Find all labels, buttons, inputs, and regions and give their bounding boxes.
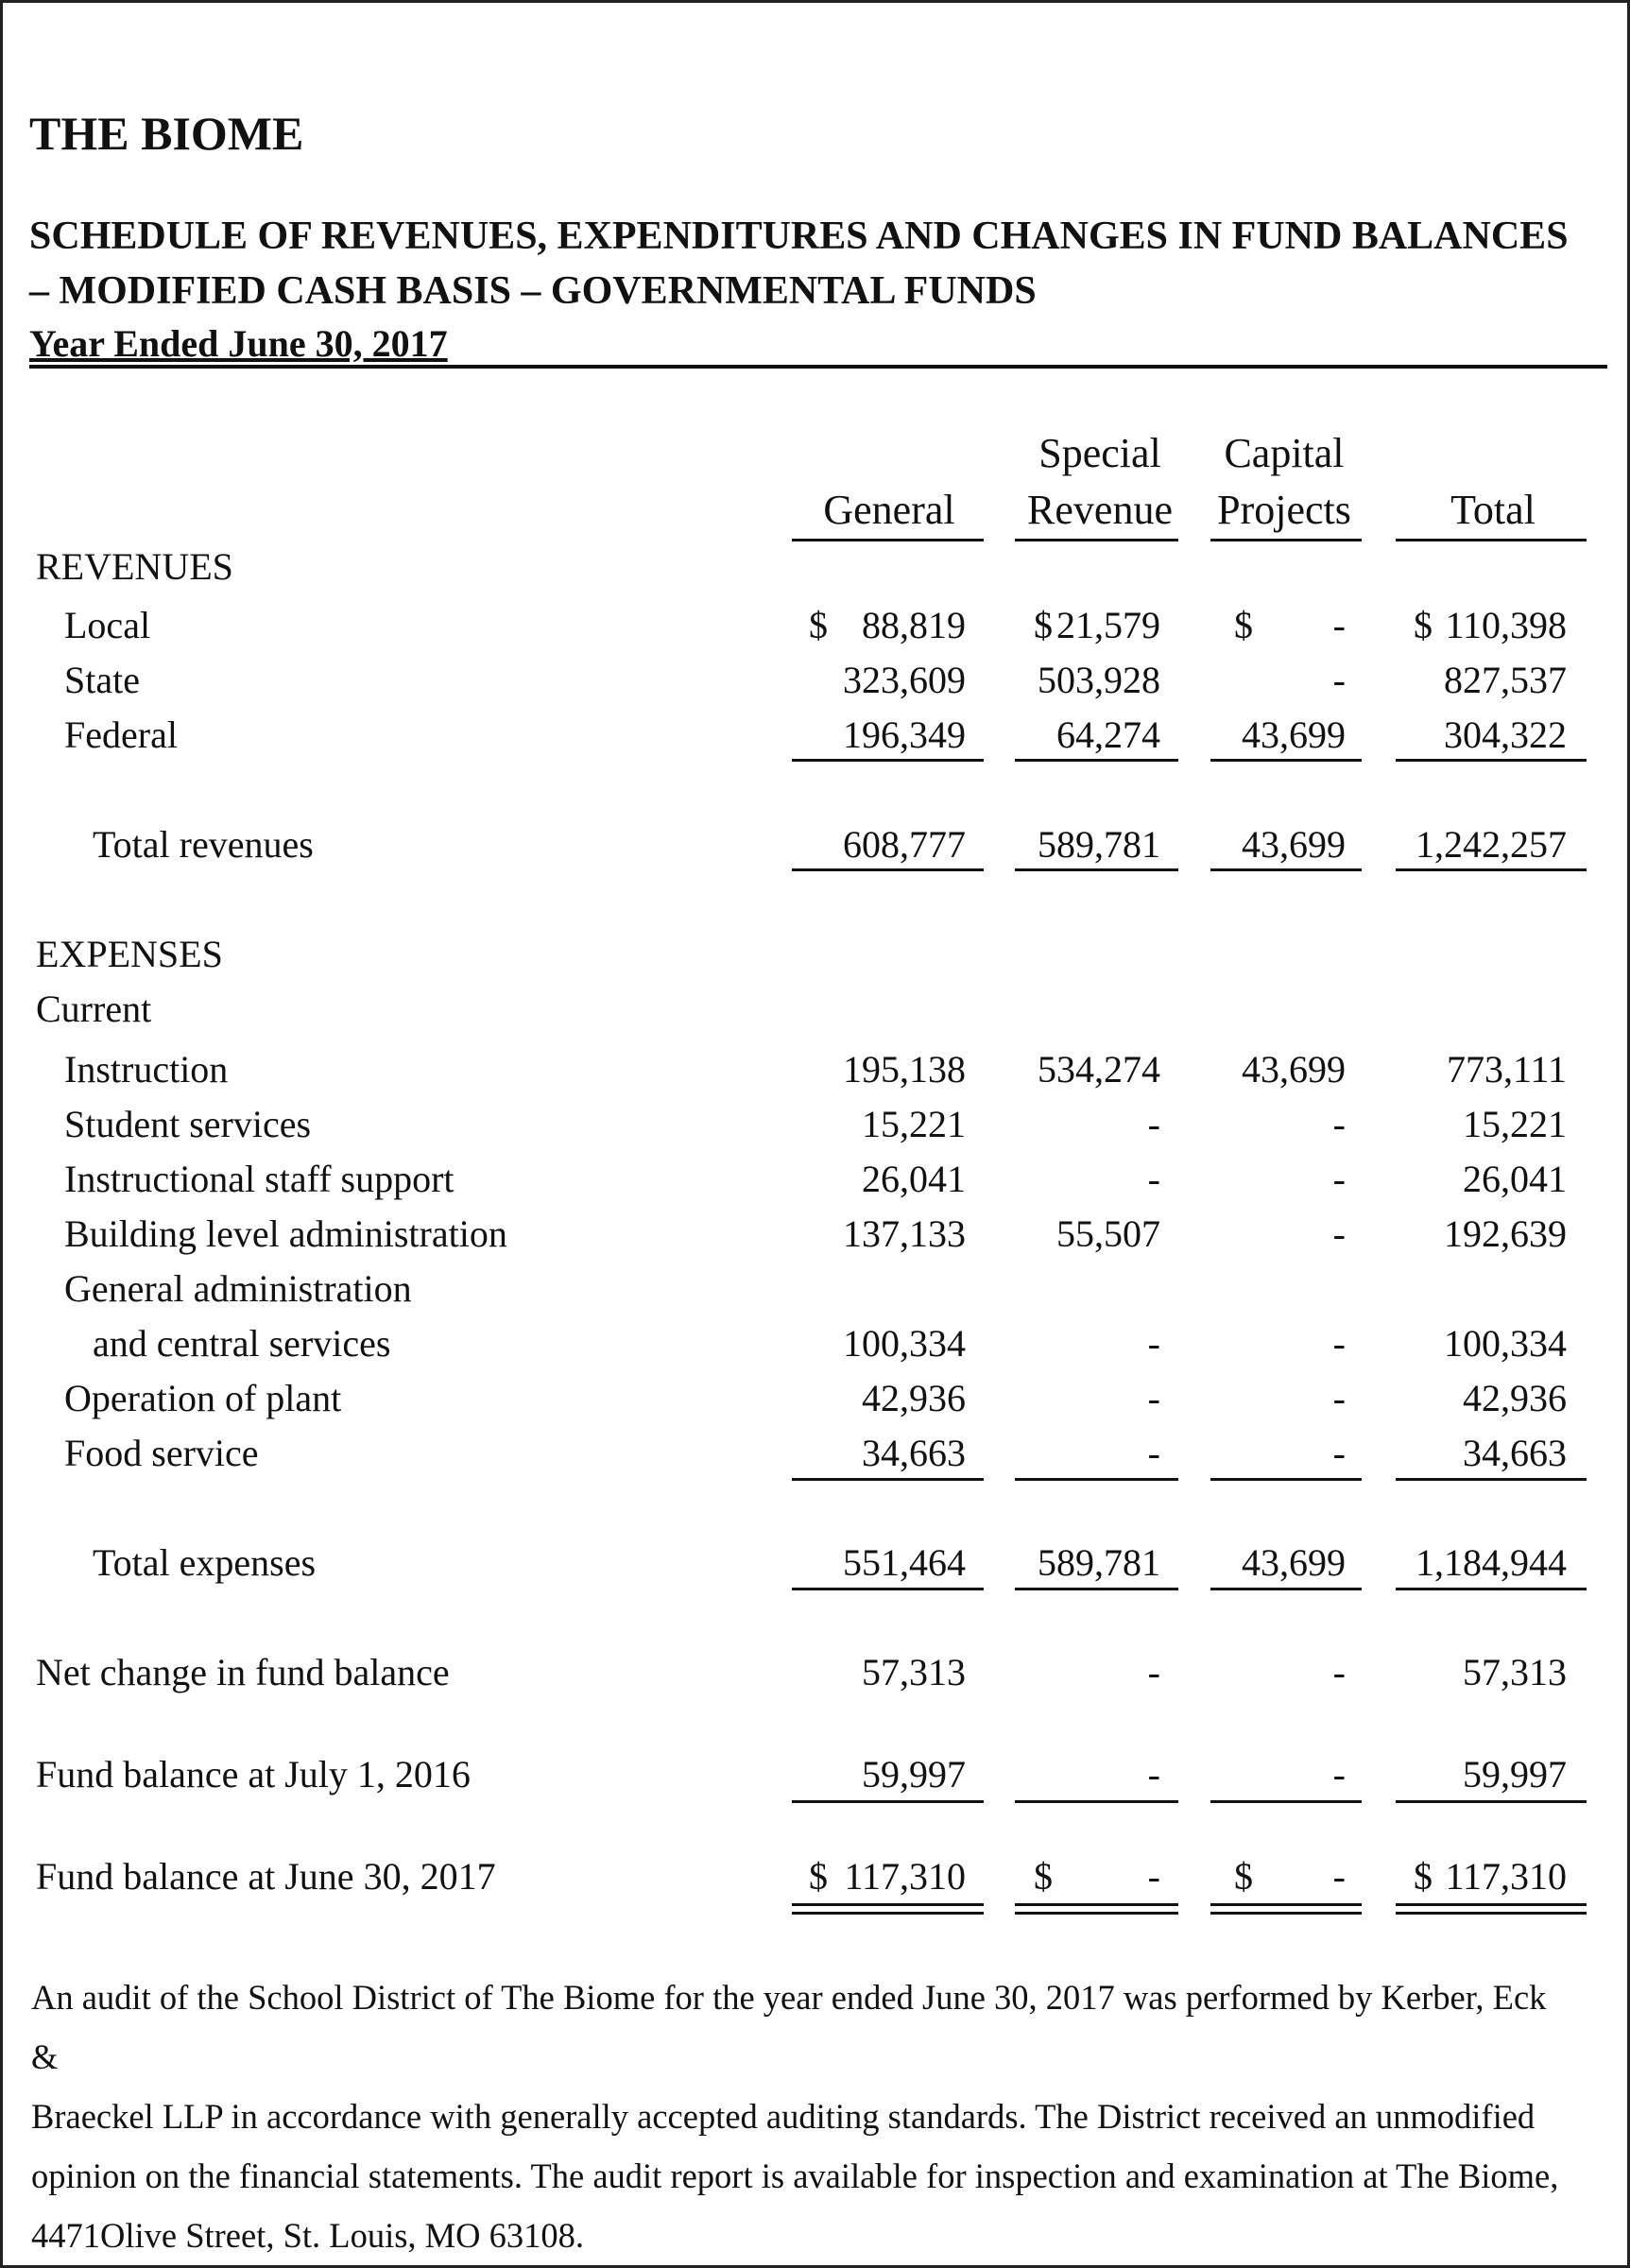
amount: - bbox=[1332, 1432, 1346, 1474]
value-cell bbox=[1234, 1321, 1346, 1368]
row-label: Operation of plant bbox=[64, 1377, 342, 1419]
value-cell bbox=[1414, 1211, 1567, 1259]
audit-note-line: opinion on the financial statements. The audit report is available for inspection and examination at The Biome, bbox=[31, 2156, 1559, 2195]
amount: 43,699 bbox=[1242, 713, 1346, 756]
value-cell bbox=[1034, 1650, 1160, 1697]
value-cell bbox=[1234, 1752, 1346, 1799]
amount: 589,781 bbox=[1038, 823, 1160, 866]
value-cell bbox=[1034, 1752, 1160, 1799]
row-label: Total expenses bbox=[93, 1541, 317, 1584]
amount: 34,663 bbox=[1463, 1432, 1567, 1474]
amount: - bbox=[1147, 1322, 1160, 1365]
amount: - bbox=[1332, 1377, 1346, 1419]
row-label: Food service bbox=[64, 1432, 259, 1474]
value-cell bbox=[809, 1650, 966, 1697]
subtotal-rule bbox=[792, 1478, 984, 1481]
table-row-local bbox=[0, 597, 1630, 650]
amount: 117,310 bbox=[1445, 1855, 1567, 1898]
amount: 1,242,257 bbox=[1416, 823, 1567, 866]
amount: - bbox=[1332, 1158, 1346, 1200]
amount: - bbox=[1332, 1753, 1346, 1796]
value-cell bbox=[1414, 822, 1567, 869]
amount: 195,138 bbox=[843, 1048, 966, 1091]
amount: 196,349 bbox=[843, 713, 966, 756]
subtotal-rule bbox=[792, 759, 984, 762]
amount: 43,699 bbox=[1242, 1541, 1346, 1584]
total-rule bbox=[1015, 1588, 1178, 1590]
amount: - bbox=[1332, 1855, 1346, 1898]
amount: 26,041 bbox=[862, 1158, 966, 1200]
value-cell bbox=[1414, 1540, 1567, 1588]
amount: 55,507 bbox=[1056, 1212, 1160, 1255]
value-cell bbox=[1414, 1376, 1567, 1423]
column-header-general: General bbox=[823, 487, 955, 533]
section-revenues: REVENUES bbox=[36, 545, 233, 588]
value-cell bbox=[809, 1540, 966, 1588]
value-cell bbox=[1034, 603, 1160, 650]
row-label: Fund balance at July 1, 2016 bbox=[36, 1753, 471, 1796]
subtotal-rule bbox=[1210, 1478, 1362, 1481]
value-cell bbox=[1234, 713, 1346, 760]
value-cell bbox=[1034, 1157, 1160, 1204]
value-cell bbox=[809, 1211, 966, 1259]
subtotal-rule bbox=[1396, 1478, 1587, 1481]
table-row-fund-end bbox=[0, 1848, 1630, 1901]
value-cell bbox=[1234, 1650, 1346, 1697]
title-rule bbox=[29, 365, 1607, 369]
currency-symbol: $ bbox=[1034, 604, 1053, 646]
amount: 57,313 bbox=[1463, 1651, 1567, 1693]
row-label: Local bbox=[64, 604, 151, 646]
value-cell bbox=[809, 1157, 966, 1204]
amount: 59,997 bbox=[1463, 1753, 1567, 1796]
amount: 1,184,944 bbox=[1416, 1541, 1567, 1584]
row-label: Fund balance at June 30, 2017 bbox=[36, 1855, 496, 1898]
table-row-general-admin bbox=[0, 1261, 1630, 1365]
value-cell bbox=[1414, 603, 1567, 650]
amount: - bbox=[1147, 1432, 1160, 1474]
value-cell bbox=[1034, 1540, 1160, 1588]
value-cell bbox=[1234, 1431, 1346, 1478]
value-cell bbox=[809, 1321, 966, 1368]
header-underline bbox=[1396, 539, 1587, 541]
table-row-operation-plant bbox=[0, 1370, 1630, 1423]
value-cell bbox=[1414, 1431, 1567, 1478]
table-row-instruction bbox=[0, 1041, 1630, 1094]
subtotal-rule bbox=[792, 1800, 984, 1803]
value-cell bbox=[809, 603, 966, 650]
value-cell bbox=[1234, 1047, 1346, 1094]
period-heading: Year Ended June 30, 2017 bbox=[29, 322, 448, 365]
amount: 503,928 bbox=[1038, 659, 1160, 701]
amount: 34,663 bbox=[862, 1432, 966, 1474]
currency-symbol: $ bbox=[1414, 604, 1433, 646]
amount: 43,699 bbox=[1242, 823, 1346, 866]
amount: 534,274 bbox=[1038, 1048, 1160, 1091]
value-cell bbox=[1234, 1102, 1346, 1149]
table-row-fund-begin bbox=[0, 1746, 1630, 1799]
total-rule bbox=[792, 868, 984, 871]
amount: 57,313 bbox=[862, 1651, 966, 1693]
final-double-rule bbox=[792, 1903, 984, 1915]
value-cell bbox=[1034, 713, 1160, 760]
table-row-net-change bbox=[0, 1644, 1630, 1697]
amount: 589,781 bbox=[1038, 1541, 1160, 1584]
row-label: Instruction bbox=[64, 1048, 229, 1091]
row-label: General administration bbox=[64, 1267, 412, 1310]
column-header-capital-line2: Projects bbox=[1217, 487, 1351, 533]
value-cell bbox=[1234, 603, 1346, 650]
value-cell bbox=[809, 1431, 966, 1478]
row-label: Total revenues bbox=[93, 823, 314, 866]
subtotal-rule bbox=[1396, 1800, 1587, 1803]
row-label: Student services bbox=[64, 1103, 312, 1145]
value-cell bbox=[1414, 1102, 1567, 1149]
currency-symbol: $ bbox=[1034, 1855, 1053, 1898]
amount: 59,997 bbox=[862, 1753, 966, 1796]
amount: 88,819 bbox=[862, 604, 966, 646]
amount: - bbox=[1332, 1651, 1346, 1693]
organization-name: THE BIOME bbox=[29, 107, 304, 160]
column-header-special-line2: Revenue bbox=[1027, 487, 1173, 533]
audit-note-line: Braeckel LLP in accordance with generally accepted auditing standards. The District received an unmodified bbox=[31, 2097, 1536, 2136]
amount: 43,699 bbox=[1242, 1048, 1346, 1091]
audit-note-line: An audit of the School District of The Biome for the year ended June 30, 2017 was performed by Kerber, Eck & bbox=[31, 1978, 1547, 2076]
value-cell bbox=[1034, 1431, 1160, 1478]
total-rule bbox=[1396, 868, 1587, 871]
amount: 42,936 bbox=[1463, 1377, 1567, 1419]
amount: - bbox=[1147, 1103, 1160, 1145]
amount: 110,398 bbox=[1445, 604, 1567, 646]
table-row-total-revenues bbox=[0, 816, 1630, 869]
column-header-capital-line1: Capital bbox=[1224, 430, 1345, 476]
value-cell bbox=[1234, 658, 1346, 705]
amount: - bbox=[1147, 1651, 1160, 1693]
amount: - bbox=[1332, 1103, 1346, 1145]
total-rule bbox=[1210, 868, 1362, 871]
value-cell bbox=[809, 713, 966, 760]
column-header-special-line1: Special bbox=[1038, 430, 1161, 476]
amount: 137,133 bbox=[843, 1212, 966, 1255]
row-label: Instructional staff support bbox=[64, 1158, 455, 1200]
value-cell bbox=[1414, 1752, 1567, 1799]
value-cell bbox=[1234, 1157, 1346, 1204]
amount: 100,334 bbox=[843, 1322, 966, 1365]
value-cell bbox=[1414, 1047, 1567, 1094]
value-cell bbox=[1034, 1211, 1160, 1259]
row-label: Net change in fund balance bbox=[36, 1651, 450, 1693]
subtotal-rule bbox=[1396, 759, 1587, 762]
subtotal-rule bbox=[1210, 759, 1362, 762]
header-underline bbox=[1015, 539, 1178, 541]
header-underline bbox=[792, 539, 984, 541]
table-row-federal bbox=[0, 707, 1630, 760]
value-cell bbox=[809, 1752, 966, 1799]
amount: - bbox=[1332, 604, 1346, 646]
value-cell bbox=[809, 822, 966, 869]
final-double-rule bbox=[1015, 1903, 1178, 1915]
value-cell bbox=[809, 658, 966, 705]
row-label: Building level administration bbox=[64, 1212, 507, 1255]
value-cell bbox=[1034, 1102, 1160, 1149]
final-double-rule bbox=[1210, 1903, 1362, 1915]
total-rule bbox=[1396, 1588, 1587, 1590]
table-row-building-admin bbox=[0, 1206, 1630, 1259]
amount: 608,777 bbox=[843, 823, 966, 866]
subtotal-rule bbox=[1015, 759, 1178, 762]
amount: 64,274 bbox=[1056, 713, 1160, 756]
value-cell bbox=[809, 1854, 966, 1901]
amount: 100,334 bbox=[1444, 1322, 1567, 1365]
value-cell bbox=[1414, 1650, 1567, 1697]
table-row-student-services bbox=[0, 1096, 1630, 1149]
total-rule bbox=[1015, 868, 1178, 871]
amount: 551,464 bbox=[843, 1541, 966, 1584]
schedule-title-line1: SCHEDULE OF REVENUES, EXPENDITURES AND CHANGES IN FUND BALANCES bbox=[29, 215, 1569, 258]
value-cell bbox=[1034, 822, 1160, 869]
amount: - bbox=[1332, 1322, 1346, 1365]
currency-symbol: $ bbox=[809, 604, 828, 646]
amount: - bbox=[1147, 1753, 1160, 1796]
amount: - bbox=[1332, 1212, 1346, 1255]
amount: 773,111 bbox=[1446, 1048, 1567, 1091]
section-expenses: EXPENSES bbox=[36, 933, 223, 975]
amount: - bbox=[1332, 659, 1346, 701]
subtotal-rule bbox=[1015, 1800, 1178, 1803]
value-cell bbox=[809, 1102, 966, 1149]
value-cell bbox=[1414, 658, 1567, 705]
table-row-food-service bbox=[0, 1425, 1630, 1478]
subtotal-rule bbox=[1210, 1800, 1362, 1803]
table-row-instructional-staff bbox=[0, 1151, 1630, 1204]
row-label-continued: and central services bbox=[93, 1322, 391, 1365]
amount: 192,639 bbox=[1444, 1212, 1567, 1255]
value-cell bbox=[1034, 1854, 1160, 1901]
value-cell bbox=[1034, 1321, 1160, 1368]
section-current: Current bbox=[36, 988, 152, 1030]
amount: - bbox=[1147, 1855, 1160, 1898]
value-cell bbox=[1414, 713, 1567, 760]
row-label: State bbox=[64, 659, 140, 701]
table-row-state bbox=[0, 652, 1630, 705]
currency-symbol: $ bbox=[1234, 604, 1253, 646]
value-cell bbox=[1034, 658, 1160, 705]
final-double-rule bbox=[1396, 1903, 1587, 1915]
amount: 117,310 bbox=[844, 1855, 966, 1898]
value-cell bbox=[1034, 1047, 1160, 1094]
total-rule bbox=[1210, 1588, 1362, 1590]
amount: - bbox=[1147, 1377, 1160, 1419]
currency-symbol: $ bbox=[1234, 1855, 1253, 1898]
currency-symbol: $ bbox=[1414, 1855, 1433, 1898]
amount: 15,221 bbox=[1463, 1103, 1567, 1145]
value-cell bbox=[1234, 1854, 1346, 1901]
schedule-title-line2: – MODIFIED CASH BASIS – GOVERNMENTAL FUNDS bbox=[29, 269, 1037, 313]
amount: 21,579 bbox=[1056, 604, 1160, 646]
amount: 42,936 bbox=[862, 1377, 966, 1419]
audit-note bbox=[31, 1967, 1581, 2265]
table-row-total-expenses bbox=[0, 1535, 1630, 1588]
value-cell bbox=[1234, 1211, 1346, 1259]
value-cell bbox=[1414, 1854, 1567, 1901]
audit-note-line: 4471Olive Street, St. Louis, MO 63108. bbox=[31, 2216, 584, 2255]
value-cell bbox=[809, 1376, 966, 1423]
subtotal-rule bbox=[1015, 1478, 1178, 1481]
value-cell bbox=[809, 1047, 966, 1094]
amount: 827,537 bbox=[1444, 659, 1567, 701]
total-rule bbox=[792, 1588, 984, 1590]
currency-symbol: $ bbox=[809, 1855, 828, 1898]
amount: - bbox=[1147, 1158, 1160, 1200]
value-cell bbox=[1234, 1540, 1346, 1588]
amount: 304,322 bbox=[1444, 713, 1567, 756]
value-cell bbox=[1414, 1321, 1567, 1368]
column-header-total: Total bbox=[1450, 487, 1536, 533]
value-cell bbox=[1414, 1157, 1567, 1204]
header-underline bbox=[1210, 539, 1362, 541]
value-cell bbox=[1234, 1376, 1346, 1423]
value-cell bbox=[1234, 822, 1346, 869]
amount: 26,041 bbox=[1463, 1158, 1567, 1200]
value-cell bbox=[1034, 1376, 1160, 1423]
row-label: Federal bbox=[64, 713, 178, 756]
amount: 15,221 bbox=[862, 1103, 966, 1145]
amount: 323,609 bbox=[843, 659, 966, 701]
